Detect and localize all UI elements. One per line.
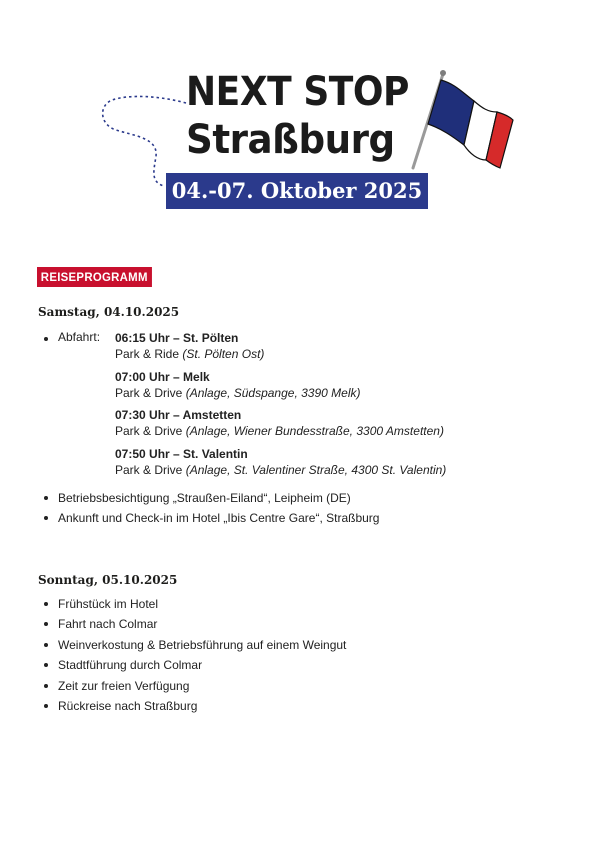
list-item (42, 508, 379, 528)
stop-type: Park & Drive (115, 385, 183, 400)
section-badge: REISEPROGRAMM (37, 267, 152, 287)
list-item-text: Ankunft und Check-in im Hotel „Ibis Centre Gare“, Straßburg (58, 511, 380, 526)
day1-heading: Samstag, 04.10.2025 (38, 305, 180, 319)
list-item (42, 655, 346, 675)
day1-list (42, 488, 379, 529)
list-item-text: Zeit zur freien Verfügung (58, 678, 190, 693)
stop-item (115, 407, 446, 439)
bullet-dot (44, 337, 48, 341)
title-city: Straßburg (186, 117, 395, 163)
list-item-text: Rückreise nach Straßburg (58, 699, 198, 714)
stop-time: 06:15 Uhr – St. Pölten (115, 331, 239, 345)
list-item (42, 676, 346, 696)
bullet-dot (44, 496, 48, 500)
header (0, 0, 596, 230)
title-next-stop: NEXT STOP (186, 69, 409, 115)
french-flag-icon (428, 80, 513, 168)
stop-type: Park & Ride (115, 347, 180, 361)
bullet-dot (44, 704, 48, 708)
stop-list (115, 330, 446, 484)
list-item (42, 594, 346, 614)
stop-item (115, 330, 446, 362)
bullet-dot (44, 622, 48, 626)
list-item-text: Stadtführung durch Colmar (58, 658, 203, 673)
list-item-text: Weinverkostung & Betriebsführung auf einem Weingut (58, 637, 347, 652)
list-item-text: Frühstück im Hotel (58, 597, 159, 611)
stop-type: Park & Drive (115, 462, 183, 477)
list-item-text: Betriebsbesichtigung „Straußen-Eiland“, Leipheim (DE) (58, 491, 351, 505)
list-item (42, 696, 346, 716)
list-item (42, 488, 379, 508)
bullet-dot (44, 516, 48, 520)
stop-detail: (Anlage, St. Valentiner Straße, 4300 St. Valentin) (185, 462, 447, 477)
day2-heading: Sonntag, 05.10.2025 (38, 573, 178, 587)
bullet-dot (44, 643, 48, 647)
date-banner: 04.-07. Oktober 2025 (166, 173, 428, 209)
stop-time: 07:50 Uhr – St. Valentin (115, 446, 248, 461)
stop-item (115, 446, 446, 478)
bullet-dot (44, 663, 48, 667)
list-item (42, 614, 346, 634)
bullet-dot (44, 684, 48, 688)
stop-time: 07:00 Uhr – Melk (115, 369, 210, 384)
list-item-text: Fahrt nach Colmar (58, 617, 158, 632)
stop-detail: (Anlage, Wiener Bundesstraße, 3300 Amstetten) (185, 424, 444, 438)
departure-label: Abfahrt: (58, 330, 101, 344)
list-item (42, 635, 346, 655)
bullet-dot (44, 602, 48, 606)
stop-detail: (St. Pölten Ost) (182, 347, 265, 361)
stop-detail: (Anlage, Südspange, 3390 Melk) (185, 385, 361, 400)
day2-list (42, 594, 346, 716)
stop-type: Park & Drive (115, 424, 183, 438)
stop-time: 07:30 Uhr – Amstetten (115, 408, 242, 422)
stop-item (115, 369, 446, 401)
